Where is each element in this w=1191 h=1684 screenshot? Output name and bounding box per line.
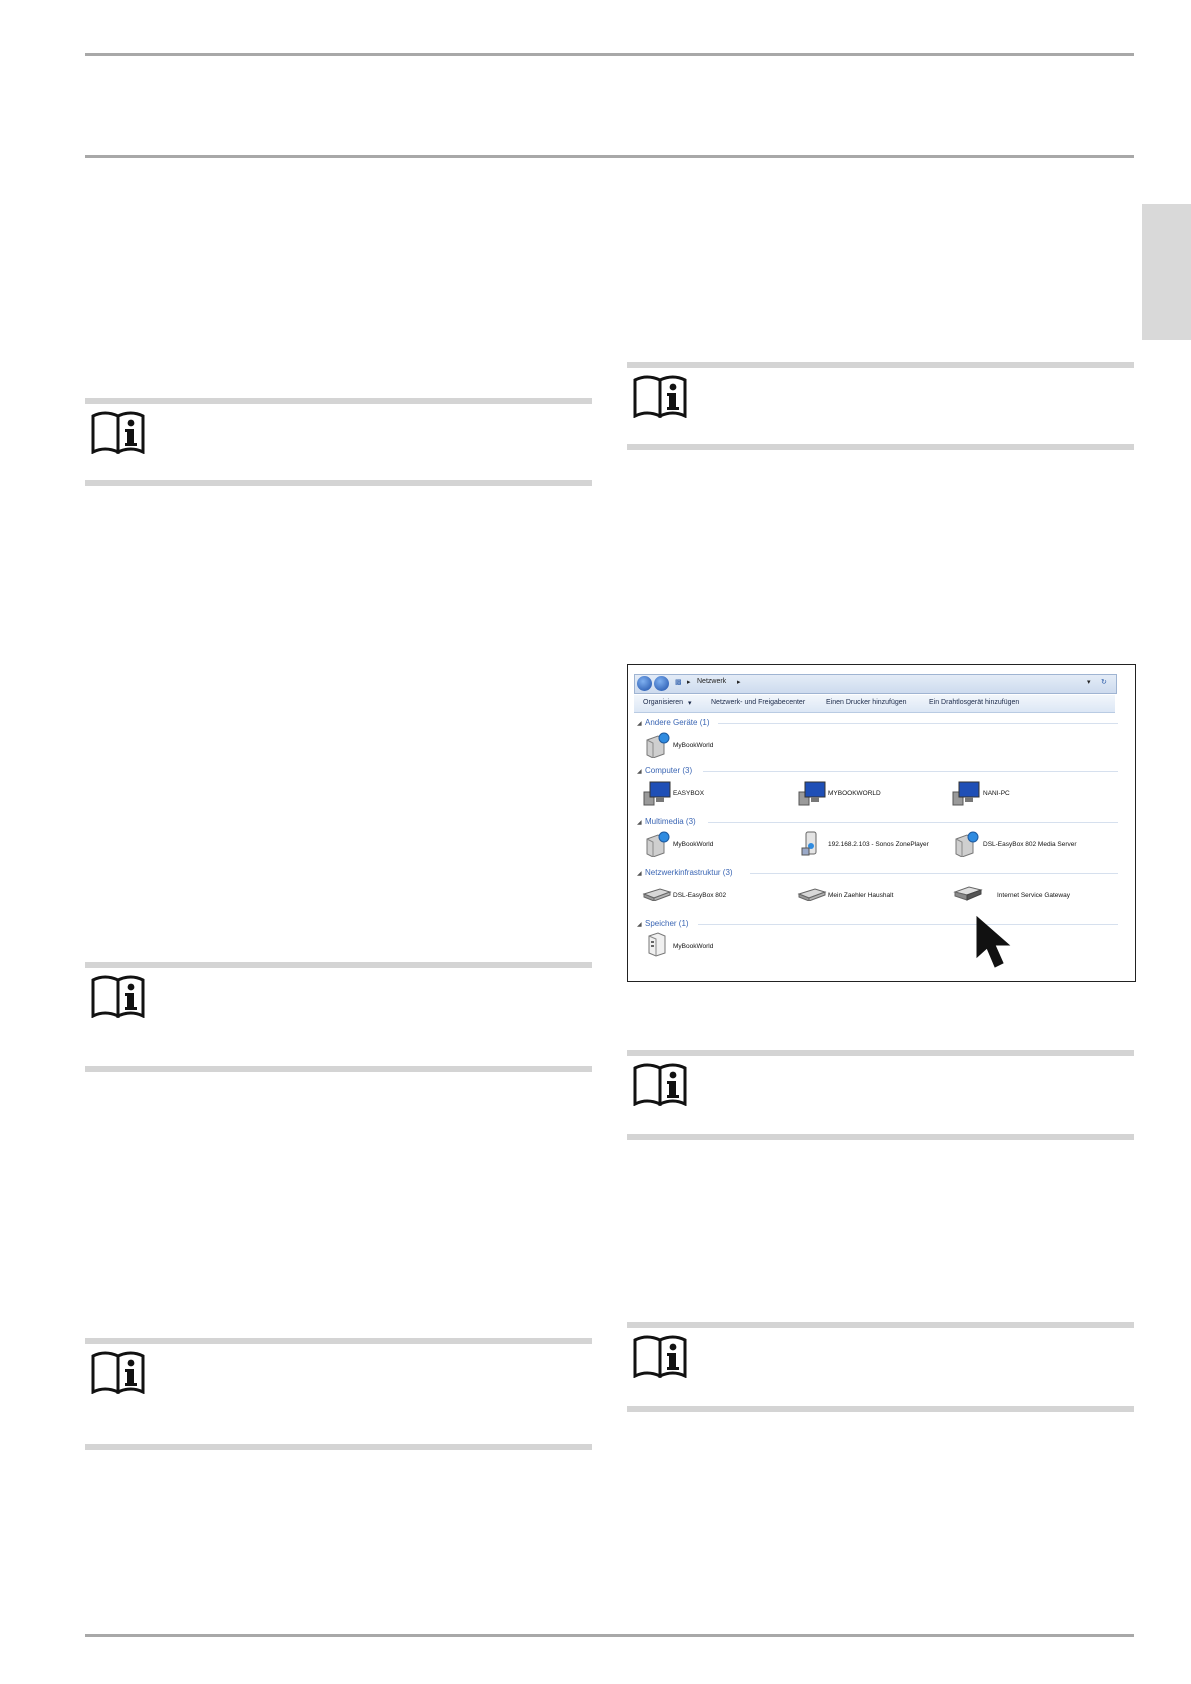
info-box bbox=[85, 962, 592, 1072]
group-header[interactable]: Computer (3) bbox=[645, 766, 693, 775]
device-label[interactable]: NANI-PC bbox=[983, 790, 1010, 797]
collapse-icon[interactable]: ◢ bbox=[637, 922, 642, 928]
address-dropdown-icon[interactable]: ▾ bbox=[1087, 679, 1091, 686]
group-divider bbox=[698, 924, 1118, 925]
collapse-icon[interactable]: ◢ bbox=[637, 721, 642, 727]
collapse-icon[interactable]: ◢ bbox=[637, 871, 642, 877]
nas-device-icon[interactable] bbox=[644, 732, 670, 758]
collapse-icon[interactable]: ◢ bbox=[637, 769, 642, 775]
info-book-icon bbox=[633, 1062, 687, 1106]
router-icon[interactable] bbox=[797, 887, 827, 901]
organize-button[interactable]: Organisieren bbox=[643, 699, 684, 706]
storage-icon[interactable] bbox=[646, 931, 668, 957]
router-icon[interactable] bbox=[642, 887, 672, 901]
group-header[interactable]: Andere Geräte (1) bbox=[645, 718, 710, 727]
network-folder-icon: ▩ bbox=[675, 679, 682, 686]
forward-icon[interactable] bbox=[654, 676, 669, 691]
device-label[interactable]: DSL-EasyBox 802 Media Server bbox=[983, 841, 1077, 848]
breadcrumb-network[interactable]: Netzwerk bbox=[697, 678, 727, 685]
group-divider bbox=[718, 723, 1118, 724]
info-box bbox=[627, 362, 1134, 450]
info-book-icon bbox=[91, 974, 145, 1018]
computer-icon[interactable] bbox=[642, 780, 672, 806]
breadcrumb-separator-icon: ▸ bbox=[687, 679, 691, 686]
network-explorer-screenshot bbox=[627, 664, 1136, 982]
command-toolbar bbox=[634, 695, 1115, 713]
chapter-tab bbox=[1142, 204, 1191, 340]
header-rule-bottom bbox=[85, 155, 1134, 158]
device-label[interactable]: MyBookWorld bbox=[673, 943, 714, 950]
device-label[interactable]: EASYBOX bbox=[673, 790, 705, 797]
info-book-icon bbox=[633, 374, 687, 418]
organize-dropdown-icon[interactable]: ▾ bbox=[688, 700, 692, 707]
device-label[interactable]: DSL-EasyBox 802 bbox=[673, 892, 727, 899]
add-wireless-button[interactable]: Ein Drahtlosgerät hinzufügen bbox=[929, 699, 1020, 706]
address-bar[interactable] bbox=[634, 674, 1117, 694]
zoneplayer-icon[interactable] bbox=[800, 830, 822, 857]
info-book-icon bbox=[633, 1334, 687, 1378]
media-server-icon[interactable] bbox=[953, 831, 979, 857]
info-book-icon bbox=[91, 410, 145, 454]
group-header[interactable]: Speicher (1) bbox=[645, 919, 689, 928]
footer-rule bbox=[85, 1634, 1134, 1637]
mouse-pointer-icon bbox=[975, 915, 1015, 969]
group-header[interactable]: Netzwerkinfrastruktur (3) bbox=[645, 868, 733, 877]
group-divider bbox=[750, 873, 1118, 874]
info-box bbox=[627, 1050, 1134, 1140]
computer-icon[interactable] bbox=[797, 780, 827, 806]
header-rule-top bbox=[85, 53, 1134, 56]
info-box bbox=[85, 1338, 592, 1450]
media-server-icon[interactable] bbox=[644, 831, 670, 857]
group-header[interactable]: Multimedia (3) bbox=[645, 817, 696, 826]
device-label[interactable]: Internet Service Gateway bbox=[997, 892, 1070, 899]
info-book-icon bbox=[91, 1350, 145, 1394]
collapse-icon[interactable]: ◢ bbox=[637, 820, 642, 826]
network-center-button[interactable]: Netzwerk- und Freigabecenter bbox=[711, 699, 806, 706]
info-box bbox=[85, 398, 592, 486]
device-label[interactable]: MyBookWorld bbox=[673, 742, 714, 749]
device-label[interactable]: 192.168.2.103 - Sonos ZonePlayer bbox=[828, 841, 929, 848]
info-box bbox=[627, 1322, 1134, 1412]
gateway-icon[interactable] bbox=[953, 885, 983, 901]
back-icon[interactable] bbox=[637, 676, 652, 691]
group-divider bbox=[703, 771, 1118, 772]
group-divider bbox=[708, 822, 1118, 823]
device-label[interactable]: MyBookWorld bbox=[673, 841, 714, 848]
device-label[interactable]: Mein Zaehler Haushalt bbox=[828, 892, 894, 899]
refresh-icon[interactable]: ↻ bbox=[1101, 679, 1107, 686]
computer-icon[interactable] bbox=[951, 780, 981, 806]
breadcrumb-chevron-icon: ▸ bbox=[737, 679, 741, 686]
add-printer-button[interactable]: Einen Drucker hinzufügen bbox=[826, 699, 907, 706]
device-label[interactable]: MYBOOKWORLD bbox=[828, 790, 881, 797]
